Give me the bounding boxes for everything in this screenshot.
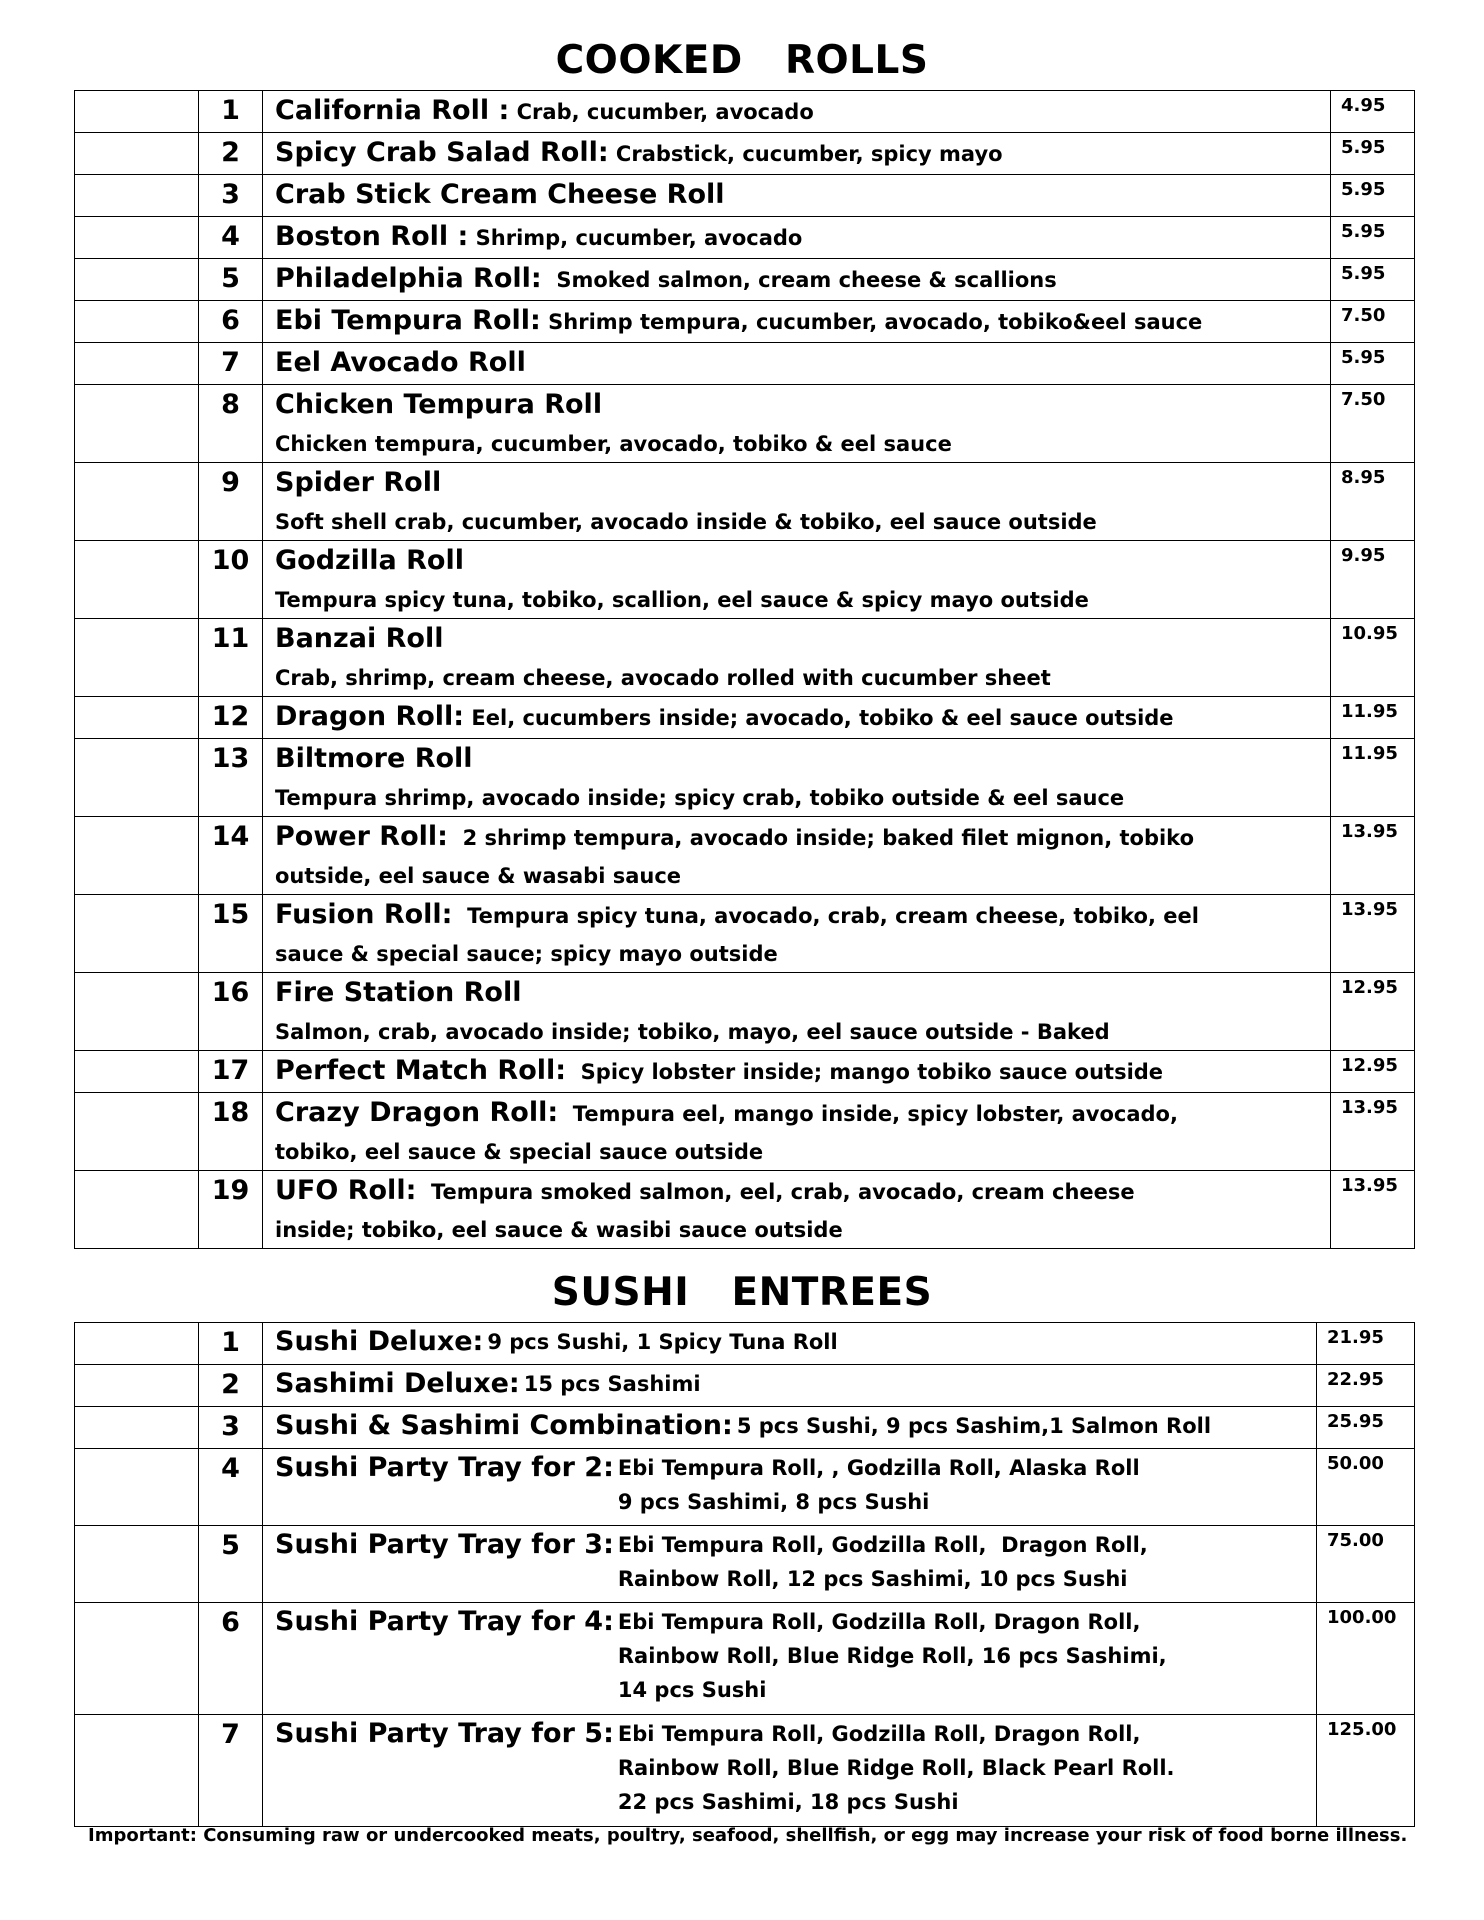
cooked-rolls-title: COOKED ROLLS [555,38,929,83]
entree-row [75,1715,1415,1827]
row-spacer [75,1526,199,1603]
roll-description [263,541,1331,619]
roll-description [263,217,1331,259]
roll-price: 11.95 [1331,739,1415,817]
entree-name: Sushi Deluxe: [275,1326,484,1357]
entree-name: Sushi Party Tray for 4: [275,1606,614,1637]
roll-description [263,619,1331,697]
roll-ingredients: Shrimp, cucumber, avocado [468,226,803,250]
entree-price: 100.00 [1317,1603,1415,1715]
roll-description [263,739,1331,817]
roll-number: 9 [199,463,263,541]
roll-price: 7.50 [1331,301,1415,343]
entree-name: Sashimi Deluxe: [275,1368,520,1399]
roll-row [75,697,1415,739]
roll-row [75,1051,1415,1093]
cooked-rolls-table [74,90,1415,1249]
roll-price: 4.95 [1331,91,1415,133]
entree-item-line: Ebi Tempura Roll, , Godzilla Roll, Alaska Roll [617,1456,1140,1480]
roll-number: 14 [199,817,263,895]
entree-price: 50.00 [1317,1449,1415,1526]
entree-number: 5 [199,1526,263,1603]
row-spacer [75,1603,199,1715]
roll-detail: Salmon, crab, avocado inside; tobiko, mayo, eel sauce outside - Baked [275,1020,1110,1044]
entree-contents [614,1717,1175,1819]
roll-detail: tobiko, eel sauce & special sauce outside [275,1140,764,1164]
roll-name: Biltmore Roll [275,743,473,774]
entree-description [263,1365,1317,1407]
entree-description [263,1603,1317,1715]
entree-item-line: 22 pcs Sashimi, 18 pcs Sushi [617,1790,959,1814]
entree-row [75,1603,1415,1715]
roll-ingredients: Tempura smoked salmon, eel, crab, avocado, cream cheese [416,1180,1135,1204]
row-spacer [75,619,199,697]
roll-ingredients: Spicy lobster inside; mango tobiko sauce outside [566,1060,1164,1084]
roll-row [75,1171,1415,1249]
roll-description [263,301,1331,343]
roll-row [75,739,1415,817]
entree-number: 4 [199,1449,263,1526]
roll-number: 11 [199,619,263,697]
row-spacer [75,895,199,973]
roll-row [75,259,1415,301]
roll-price: 13.95 [1331,817,1415,895]
entree-price: 21.95 [1317,1323,1415,1365]
roll-row [75,133,1415,175]
entree-price: 125.00 [1317,1715,1415,1827]
roll-description [263,259,1331,301]
roll-number: 5 [199,259,263,301]
entree-item-line: Ebi Tempura Roll, Godzilla Roll, Dragon Roll, [617,1533,1148,1557]
sushi-entrees-table [74,1322,1415,1827]
roll-description [263,1051,1331,1093]
row-spacer [75,541,199,619]
entree-contents [614,1528,1148,1596]
roll-ingredients: 2 shrimp tempura, avocado inside; baked filet mignon, tobiko [447,826,1195,850]
roll-row [75,301,1415,343]
roll-detail: sauce & special sauce; spicy mayo outside [275,942,778,966]
roll-name: Power Roll: [275,821,448,852]
roll-detail: Soft shell crab, cucumber, avocado inside & tobiko, eel sauce outside [275,510,1097,534]
entree-row [75,1323,1415,1365]
row-spacer [75,385,199,463]
roll-price: 5.95 [1331,259,1415,301]
roll-name: Dragon Roll: [275,701,465,732]
roll-ingredients: Tempura spicy tuna, avocado, crab, cream cheese, tobiko, eel [452,904,1199,928]
roll-description [263,697,1331,739]
roll-description [263,385,1331,463]
roll-row [75,895,1415,973]
roll-number: 15 [199,895,263,973]
roll-name: Godzilla Roll [275,545,464,576]
entree-description [263,1449,1317,1526]
entree-row [75,1526,1415,1603]
entree-row [75,1365,1415,1407]
roll-detail: Chicken tempura, cucumber, avocado, tobiko & eel sauce [275,432,952,456]
roll-detail: inside; tobiko, eel sauce & wasibi sauce outside [275,1218,843,1242]
entree-price: 25.95 [1317,1407,1415,1449]
roll-description [263,343,1331,385]
roll-description [263,463,1331,541]
roll-description [263,973,1331,1051]
roll-number: 18 [199,1093,263,1171]
entree-row [75,1449,1415,1526]
roll-price: 9.95 [1331,541,1415,619]
entree-description [263,1526,1317,1603]
entree-item-line: Rainbow Roll, 12 pcs Sashimi, 10 pcs Sushi [617,1567,1128,1591]
row-spacer [75,1449,199,1526]
row-spacer [75,973,199,1051]
row-spacer [75,697,199,739]
entree-contents [520,1367,701,1401]
roll-name: Boston Roll : [275,221,469,252]
entree-row [75,1407,1415,1449]
roll-detail: Tempura shrimp, avocado inside; spicy crab, tobiko outside & eel sauce [275,786,1125,810]
roll-number: 17 [199,1051,263,1093]
roll-name: Crazy Dragon Roll: [275,1097,559,1128]
roll-ingredients: Tempura eel, mango inside, spicy lobster, avocado, [558,1102,1178,1126]
entree-name: Sushi Party Tray for 2: [275,1452,614,1483]
roll-price: 5.95 [1331,343,1415,385]
roll-price: 12.95 [1331,973,1415,1051]
roll-number: 16 [199,973,263,1051]
roll-name: Spicy Crab Salad Roll: [275,137,609,168]
roll-ingredients: Eel, cucumbers inside; avocado, tobiko & eel sauce outside [464,706,1174,730]
entree-item-line: 9 pcs Sushi, 1 Spicy Tuna Roll [487,1330,838,1354]
entree-description [263,1715,1317,1827]
roll-number: 6 [199,301,263,343]
roll-row [75,463,1415,541]
entree-number: 6 [199,1603,263,1715]
row-spacer [75,343,199,385]
entree-contents [614,1605,1167,1707]
row-spacer [75,1365,199,1407]
roll-detail: Crab, shrimp, cream cheese, avocado rolled with cucumber sheet [275,666,1051,690]
roll-ingredients: Crabstick, cucumber, spicy mayo [608,142,1003,166]
roll-price: 5.95 [1331,217,1415,259]
entree-name: Sushi Party Tray for 5: [275,1718,614,1749]
row-spacer [75,463,199,541]
roll-number: 7 [199,343,263,385]
roll-row [75,817,1415,895]
roll-price: 5.95 [1331,133,1415,175]
row-spacer [75,217,199,259]
roll-name: Perfect Match Roll: [275,1055,567,1086]
row-spacer [75,91,199,133]
entree-contents [483,1325,837,1359]
roll-name: Eel Avocado Roll [275,347,526,378]
roll-description [263,91,1331,133]
roll-description [263,1093,1331,1171]
roll-detail: outside, eel sauce & wasabi sauce [275,864,682,888]
roll-price: 5.95 [1331,175,1415,217]
roll-price: 13.95 [1331,895,1415,973]
row-spacer [75,1407,199,1449]
food-safety-disclaimer: Important: Consuming raw or undercooked meats, poultry, seafood, shellfish, or egg may increase your risk of food borne illness. [88,1825,1408,1846]
entree-name: Sushi & Sashimi Combination: [275,1410,733,1441]
roll-description [263,817,1331,895]
row-spacer [75,175,199,217]
row-spacer [75,1051,199,1093]
row-spacer [75,739,199,817]
roll-row [75,973,1415,1051]
roll-name: Crab Stick Cream Cheese Roll [275,179,725,210]
row-spacer [75,1715,199,1827]
entree-contents [614,1451,1140,1519]
entree-description [263,1323,1317,1365]
roll-description [263,175,1331,217]
roll-number: 19 [199,1171,263,1249]
roll-row [75,343,1415,385]
roll-name: Ebi Tempura Roll: [275,305,541,336]
roll-price: 7.50 [1331,385,1415,463]
entree-item-line: Ebi Tempura Roll, Godzilla Roll, Dragon Roll, [617,1610,1141,1634]
roll-number: 12 [199,697,263,739]
roll-name: Banzai Roll [275,623,444,654]
roll-price: 8.95 [1331,463,1415,541]
entree-item-line: Rainbow Roll, Blue Ridge Roll, 16 pcs Sashimi, [617,1644,1167,1668]
entree-item-line: 9 pcs Sashimi, 8 pcs Sushi [617,1490,930,1514]
roll-name: Philadelphia Roll: [275,263,542,294]
roll-number: 10 [199,541,263,619]
entree-contents [733,1409,1211,1443]
roll-ingredients: Smoked salmon, cream cheese & scallions [541,268,1057,292]
entree-number: 2 [199,1365,263,1407]
roll-number: 8 [199,385,263,463]
row-spacer [75,1171,199,1249]
roll-price: 12.95 [1331,1051,1415,1093]
row-spacer [75,817,199,895]
roll-row [75,217,1415,259]
roll-row [75,91,1415,133]
roll-description [263,895,1331,973]
roll-name: Chicken Tempura Roll [275,389,603,420]
roll-description [263,133,1331,175]
entree-price: 75.00 [1317,1526,1415,1603]
roll-number: 1 [199,91,263,133]
row-spacer [75,1093,199,1171]
sushi-entrees-title: SUSHI ENTREES [551,1270,933,1315]
roll-price: 13.95 [1331,1171,1415,1249]
roll-price: 10.95 [1331,619,1415,697]
roll-name: California Roll : [275,95,510,126]
entree-number: 7 [199,1715,263,1827]
entree-item-line: 5 pcs Sushi, 9 pcs Sashim,1 Salmon Roll [736,1414,1212,1438]
row-spacer [75,1323,199,1365]
entree-number: 3 [199,1407,263,1449]
roll-number: 4 [199,217,263,259]
roll-ingredients: Crab, cucumber, avocado [509,100,814,124]
roll-detail: Tempura spicy tuna, tobiko, scallion, eel sauce & spicy mayo outside [275,588,1089,612]
roll-number: 3 [199,175,263,217]
roll-name: Fire Station Roll [275,977,522,1008]
roll-price: 11.95 [1331,697,1415,739]
roll-row [75,175,1415,217]
roll-name: Fusion Roll: [275,899,453,930]
entree-item-line: 14 pcs Sushi [617,1678,767,1702]
entree-price: 22.95 [1317,1365,1415,1407]
roll-name: Spider Roll [275,467,442,498]
roll-row [75,541,1415,619]
roll-row [75,1093,1415,1171]
roll-row [75,385,1415,463]
roll-number: 13 [199,739,263,817]
roll-ingredients: Shrimp tempura, cucumber, avocado, tobiko&eel sauce [540,310,1203,334]
entree-number: 1 [199,1323,263,1365]
row-spacer [75,133,199,175]
roll-price: 13.95 [1331,1093,1415,1171]
entree-description [263,1407,1317,1449]
entree-item-line: 15 pcs Sashimi [523,1372,701,1396]
roll-row [75,619,1415,697]
row-spacer [75,301,199,343]
row-spacer [75,259,199,301]
entree-item-line: Rainbow Roll, Blue Ridge Roll, Black Pearl Roll. [617,1756,1175,1780]
entree-item-line: Ebi Tempura Roll, Godzilla Roll, Dragon Roll, [617,1722,1141,1746]
roll-number: 2 [199,133,263,175]
entree-name: Sushi Party Tray for 3: [275,1529,614,1560]
roll-description [263,1171,1331,1249]
roll-name: UFO Roll: [275,1175,417,1206]
